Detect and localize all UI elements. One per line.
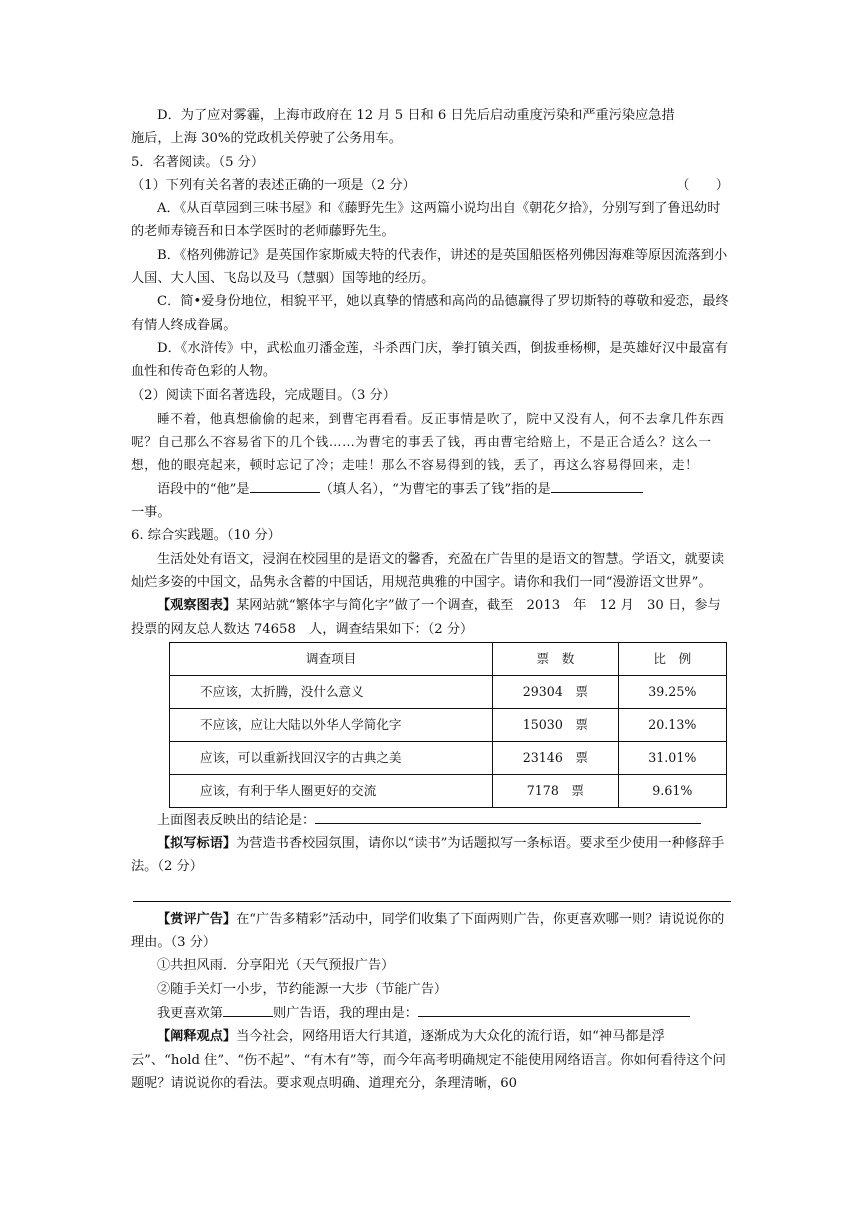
- answer-paren[interactable]: （ ）: [676, 177, 729, 193]
- section-label: 【拟写标语】: [157, 836, 237, 852]
- table-header: 调查项目: [170, 642, 493, 675]
- table-row: [170, 774, 727, 807]
- table-cell: 15030 票: [493, 708, 618, 741]
- answer-blank-name[interactable]: [250, 477, 320, 493]
- answer-blank-ad-number[interactable]: [223, 1001, 273, 1017]
- section-label: 【观察图表】: [157, 598, 237, 614]
- ad-item: ②随手关灯一小步，节约能源一大步（节能广告）: [157, 981, 448, 997]
- q5-sub2-question-end: 一事。: [131, 505, 171, 521]
- answer-blank-ad-reason[interactable]: [418, 1001, 690, 1017]
- table-row: [170, 741, 727, 774]
- ad-item: ①共担风雨．分享阳光（天气预报广告）: [157, 958, 395, 974]
- table-cell: 9.61%: [618, 774, 726, 807]
- q5-passage: 睡不着，他真想偷偷的起来，到曹宅再看看。反正事情是吹了，院中又没有人，何不去拿几件东西呢？自己那么不容易省下的几个钱……为曹宅的事丢了钱，再由曹宅给赔上，不是正合适么？这么一想，他的眼亮起来，顿时忘记了冷；走哇！那么不容易得到的钱，丢了，再这么容易得回来，走！: [131, 410, 725, 473]
- table-cell: 应该，可以重新找回汉字的古典之美: [170, 741, 493, 774]
- section-label: 【阐释观点】: [157, 1029, 237, 1045]
- table-cell: 20.13%: [618, 708, 726, 741]
- table-cell: 不应该，应让大陆以外华人学简化字: [170, 708, 493, 741]
- exam-page: [131, 104, 731, 1095]
- table-cell: 31.01%: [618, 741, 726, 774]
- table-cell: 7178 票: [493, 774, 618, 807]
- q4-option-d: D．为了应对雾霾，上海市政府在 12 月 5 日和 6 日先后启动重度污染和严重污染应急措: [157, 108, 675, 123]
- answer-blank-conclusion[interactable]: [315, 808, 701, 824]
- answer-blank-event[interactable]: [551, 477, 643, 493]
- q4-option-d-cont: 施后，上海 30%的党政机关停驶了公务用车。: [131, 131, 402, 147]
- table-cell: 29304 票: [493, 675, 618, 708]
- q5-option-a: A．《从百草园到三味书屋》和《藤野先生》这两篇小说均出自《朝花夕拾》，分别写到了鲁迅幼时的老师寿镜吾和日本学医时的老师藤野先生。: [131, 201, 721, 240]
- table-cell: 23146 票: [493, 741, 618, 774]
- answer-line-slogan[interactable]: [133, 879, 731, 902]
- conclusion-prompt: 上面图表反映出的结论是：: [131, 808, 731, 832]
- q5-title: 5．名著阅读。（5 分）: [131, 154, 265, 170]
- q5-sub1-stem: （1）下列有关名著的表述正确的一项是（2 分） （ ）: [131, 174, 731, 197]
- q5-option-c: C．简•爱身份地位，相貌平平，她以真挚的情感和高尚的品德赢得了罗切斯特的尊敬和爱恋，最终有情人终成眷属。: [131, 294, 729, 333]
- section-label: 【赏评广告】: [157, 911, 237, 927]
- q6-intro: 生活处处有语文，浸润在校园里的是语文的馨香，充盈在广告里的是语文的智慧。学语文，就要读灿烂多姿的中国文，品隽永含蓄的中国话，用规范典雅的中国字。请你和我们一同“漫游语文世界”。: [131, 551, 725, 590]
- table-cell: 不应该，太折腾，没什么意义: [170, 675, 493, 708]
- table-row: [170, 675, 727, 708]
- q6-title: 6. 综合实践题。（10 分）: [131, 528, 281, 544]
- table-row: [170, 708, 727, 741]
- ad-answer: 我更喜欢第 则广告语，我的理由是：: [131, 1001, 731, 1025]
- table-cell: 39.25%: [618, 675, 726, 708]
- chart-section: 【观察图表】某网站就“繁体字与简化字”做了一个调查，截至 2013 年 12 月 30 日，参与投票的网友总人数达 74658 人，调查结果如下：（2 分）: [131, 598, 721, 637]
- ad-section: 【赏评广告】在“广告多精彩”活动中，同学们收集了下面两则广告，你更喜欢哪一则？请说说你的理由。（3 分）: [131, 911, 725, 951]
- slogan-section: 【拟写标语】为营造书香校园氛围，请你以“读书”为话题拟写一条标语。要求至少使用一种修辞手法。（2 分）: [131, 836, 725, 875]
- table-cell: 应该，有利于华人圈更好的交流: [170, 774, 493, 807]
- table-header: 票 数: [493, 642, 618, 675]
- opinion-section: 【阐释观点】当今社会，网络用语大行其道，逐渐成为大众化的流行语，如“神马都是浮云”、“hold 住”、“伤不起”、“有木有”等，而今年高考明确规定不能使用网络语言。你如何看待这个问题呢？请说说你的看法。要求观点明确、道理充分，条理清晰，60: [131, 1029, 726, 1091]
- table-header-row: [170, 642, 727, 675]
- q5-option-b: B．《格列佛游记》是英国作家斯威夫特的代表作，讲述的是英国船医格列佛因海难等原因流落到小人国、大人国、飞岛以及马（慧骃）国等地的经历。: [131, 247, 728, 287]
- q5-sub2-stem: （2）阅读下面名著选段，完成题目。（3 分）: [131, 387, 396, 403]
- q5-option-d: D．《水浒传》中，武松血刃潘金莲，斗杀西门庆，拳打镇关西，倒拔垂杨柳，是英雄好汉中最富有血性和传奇色彩的人物。: [131, 340, 729, 380]
- q5-sub2-question: 语段中的“他”是 （填人名），“为曹宅的事丢了钱”指的是: [131, 477, 731, 501]
- table-header: 比 例: [618, 642, 726, 675]
- survey-table: [169, 642, 727, 808]
